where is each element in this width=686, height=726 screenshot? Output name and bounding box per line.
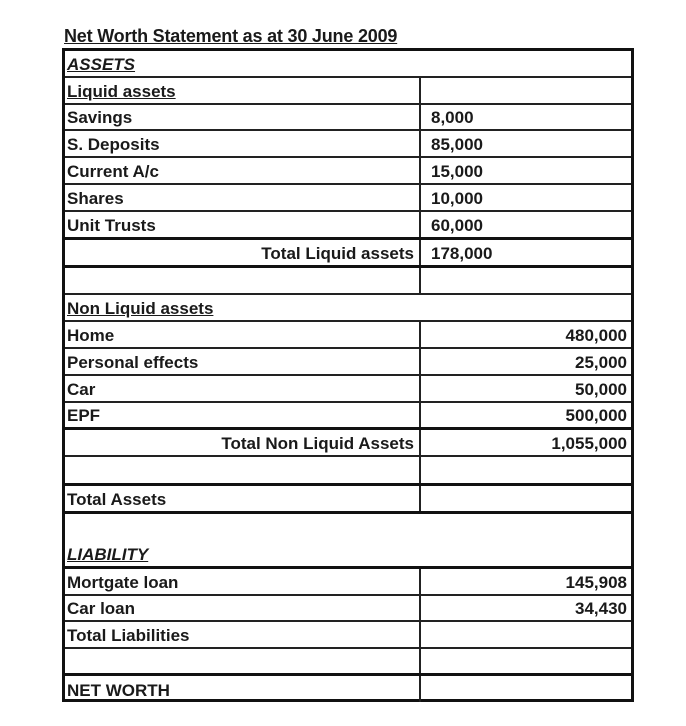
- row-value: 10,000: [431, 189, 483, 208]
- row-value: 34,430: [575, 599, 627, 618]
- total-liquid-label: Total Liquid assets: [261, 244, 414, 263]
- table-row: [65, 376, 631, 403]
- row-label: Savings: [67, 108, 133, 127]
- row-value: 145,908: [565, 573, 627, 592]
- total-assets-row: [65, 486, 631, 514]
- liquid-heading: Liquid assets: [67, 82, 176, 101]
- row-label: Home: [67, 326, 115, 345]
- row-label: Mortgate loan: [67, 573, 179, 592]
- total-non-liquid-value: 1,055,000: [551, 434, 627, 453]
- row-value: 25,000: [575, 353, 627, 372]
- non-liquid-heading: Non Liquid assets: [67, 299, 214, 318]
- liquid-heading-row: [65, 78, 631, 105]
- table-row: [65, 212, 631, 240]
- row-label: Current A/c: [67, 162, 159, 181]
- table-row: [65, 403, 631, 430]
- blank-row: [65, 649, 631, 676]
- assets-heading: ASSETS: [67, 55, 136, 74]
- assets-heading-row: [65, 51, 631, 78]
- row-label: Personal effects: [67, 353, 199, 372]
- liability-heading-row: [65, 514, 631, 569]
- total-assets-label: Total Assets: [67, 490, 167, 509]
- net-worth-label: NET WORTH: [67, 681, 170, 700]
- liability-heading: LIABILITY: [67, 545, 149, 564]
- table-row: [65, 596, 631, 622]
- row-label: Car: [67, 380, 96, 399]
- total-liabilities-label: Total Liabilities: [67, 626, 190, 645]
- table-row: [65, 349, 631, 376]
- non-liquid-heading-row: [65, 295, 631, 322]
- row-value: 50,000: [575, 380, 627, 399]
- row-label: Shares: [67, 189, 124, 208]
- table-row: [65, 322, 631, 349]
- row-value: 15,000: [431, 162, 483, 181]
- total-liabilities-row: [65, 622, 631, 649]
- table-row: [65, 185, 631, 212]
- net-worth-table: [62, 48, 634, 702]
- row-label: Car loan: [67, 599, 136, 618]
- row-label: EPF: [67, 406, 101, 425]
- row-label: Unit Trusts: [67, 216, 156, 235]
- net-worth-row: [65, 676, 631, 702]
- page-title: Net Worth Statement as at 30 June 2009: [64, 26, 398, 46]
- row-label: S. Deposits: [67, 135, 160, 154]
- table-row: [65, 105, 631, 131]
- total-liquid-row: [65, 240, 631, 268]
- total-non-liquid-row: [65, 430, 631, 457]
- table-row: [65, 158, 631, 185]
- row-value: 500,000: [565, 406, 627, 425]
- table-row: [65, 569, 631, 596]
- blank-row: [65, 457, 631, 486]
- table-row: [65, 131, 631, 158]
- row-value: 85,000: [431, 135, 483, 154]
- row-value: 480,000: [565, 326, 627, 345]
- blank-row: [65, 268, 631, 295]
- total-non-liquid-label: Total Non Liquid Assets: [221, 434, 414, 453]
- total-liquid-value: 178,000: [431, 244, 493, 263]
- row-value: 60,000: [431, 216, 483, 235]
- row-value: 8,000: [431, 108, 474, 127]
